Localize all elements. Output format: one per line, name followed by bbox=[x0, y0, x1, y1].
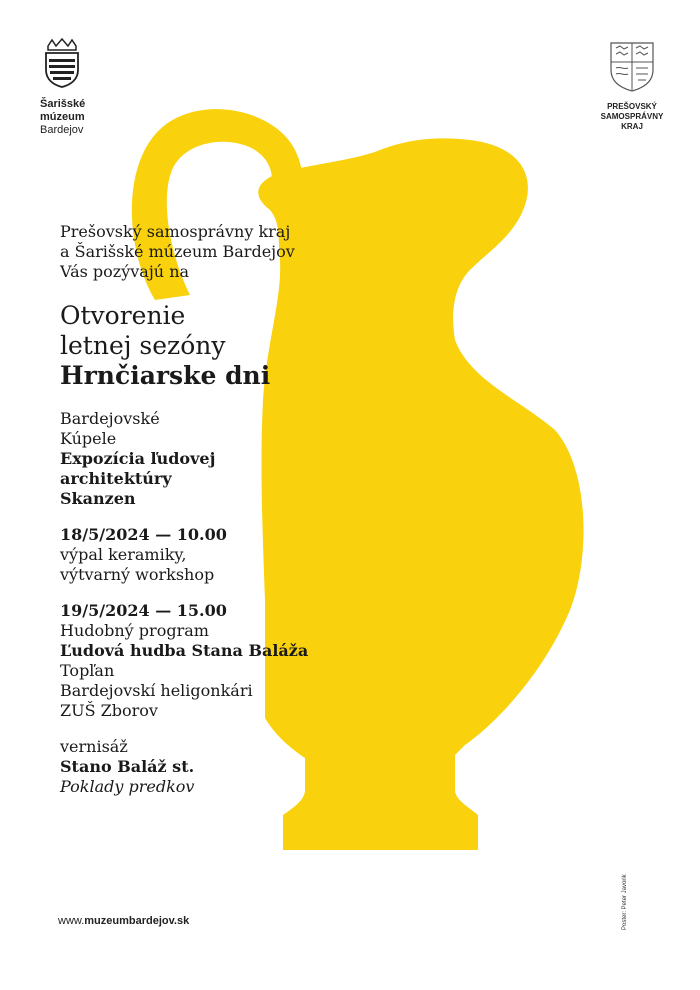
intro-line: Vás pozývajú na bbox=[60, 262, 190, 281]
poster-credit: Poster: Peter Javorik bbox=[622, 874, 628, 930]
website-prefix: www. bbox=[58, 915, 85, 927]
poster-content bbox=[60, 222, 480, 797]
region-name-line3: KRAJ bbox=[621, 122, 643, 131]
vernissage bbox=[60, 737, 480, 797]
venue-line2: Kúpele bbox=[60, 429, 117, 448]
day2-line4: Bardejovskí heligonkári bbox=[60, 681, 253, 700]
vernissage-label: vernisáž bbox=[60, 737, 128, 756]
day1-date: 18/5/2024 — 10.00 bbox=[60, 525, 227, 544]
day2-line2: Ľudová hudba Stana Baláža bbox=[60, 641, 309, 660]
day2-line5: ZUŠ Zborov bbox=[60, 701, 158, 720]
day1-line2: výtvarný workshop bbox=[60, 565, 215, 584]
website-domain: muzeumbardejov.sk bbox=[84, 915, 190, 927]
event-title bbox=[60, 301, 480, 391]
museum-logo bbox=[40, 38, 130, 137]
region-logo bbox=[592, 40, 672, 132]
invitation-intro bbox=[60, 222, 480, 282]
title-line3: Hrnčiarske dni bbox=[60, 361, 271, 390]
venue bbox=[60, 409, 480, 509]
website-link[interactable] bbox=[58, 915, 189, 927]
day1-program bbox=[60, 525, 480, 585]
venue-line4: architektúry bbox=[60, 469, 172, 488]
region-name-line1: PREŠOVSKÝ bbox=[607, 102, 657, 111]
title-line1: Otvorenie bbox=[60, 301, 186, 330]
venue-line3: Expozícia ľudovej bbox=[60, 449, 216, 468]
intro-line: a Šarišské múzeum Bardejov bbox=[60, 242, 295, 261]
vernissage-artist: Stano Baláž st. bbox=[60, 757, 195, 776]
region-name-line2: SAMOSPRÁVNY bbox=[600, 112, 664, 121]
day2-line3: Topľan bbox=[60, 661, 115, 680]
day2-date: 19/5/2024 — 15.00 bbox=[60, 601, 227, 620]
museum-name-line1: Šarišské bbox=[40, 98, 86, 110]
crown-shield-icon bbox=[40, 38, 84, 88]
day1-line1: výpal keramiky, bbox=[60, 545, 187, 564]
coat-of-arms-icon bbox=[608, 40, 656, 92]
venue-line1: Bardejovské bbox=[60, 409, 160, 428]
day2-line1: Hudobný program bbox=[60, 621, 209, 640]
museum-name-line2: múzeum bbox=[40, 111, 85, 123]
day2-program bbox=[60, 601, 480, 721]
intro-line: Prešovský samosprávny kraj bbox=[60, 222, 291, 241]
title-line2: letnej sezóny bbox=[60, 331, 226, 360]
venue-line5: Skanzen bbox=[60, 489, 136, 508]
museum-name-line3: Bardejov bbox=[40, 124, 84, 136]
vernissage-work: Poklady predkov bbox=[60, 777, 195, 796]
